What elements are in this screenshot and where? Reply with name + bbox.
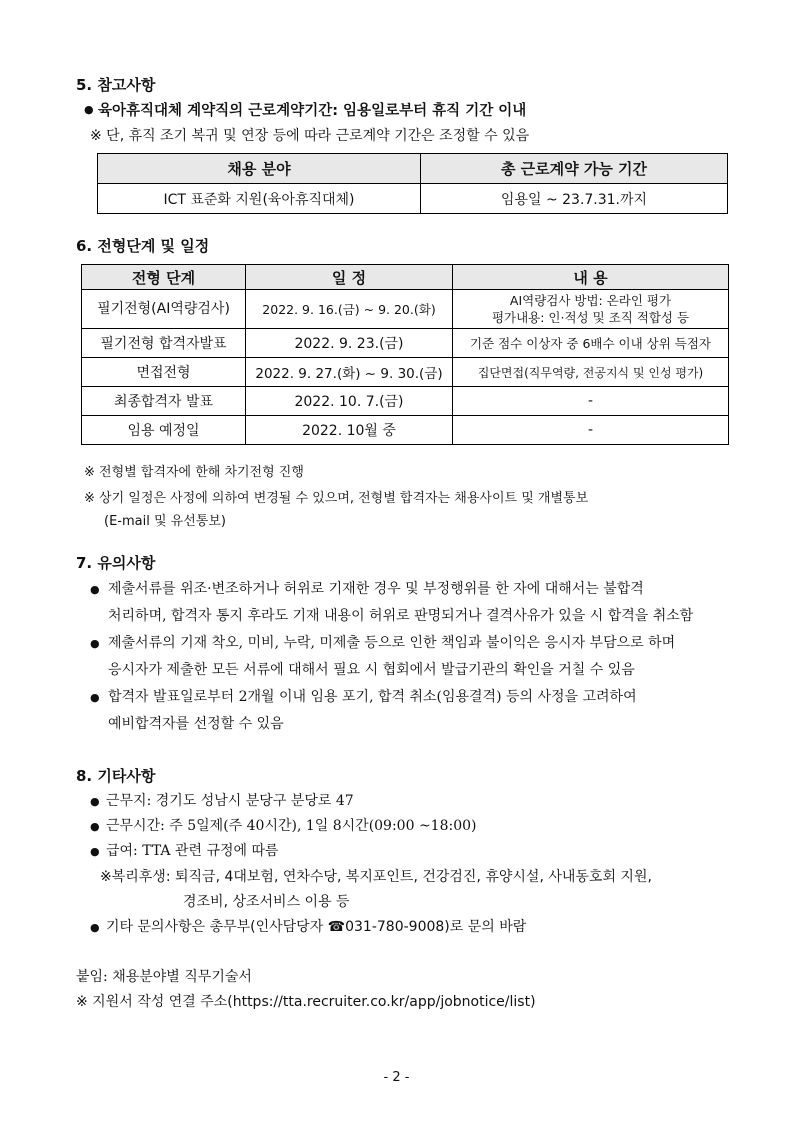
section-7-title: 7. 유의사항 — [76, 554, 156, 572]
section-8-title: 8. 기타사항 — [76, 767, 156, 785]
content-cell — [453, 290, 729, 329]
content-cell: - — [453, 416, 729, 445]
notice-line: 제출서류를 위조·변조하거나 허위로 기재한 경우 및 부정행위를 한 자에 대해서는 불합격 — [108, 581, 644, 597]
welfare-text: ※복리후생: 퇴직금, 4대보험, 연차수당, 복지포인트, 건강검진, 휴양시설, 사내동호회 지원, — [100, 869, 652, 885]
contact-text: 기타 문의사항은 총무부(인사담당자 ☎031-780-9008)로 문의 바람 — [106, 919, 527, 935]
table-row — [82, 329, 729, 358]
stage-cell: 필기전형 합격자발표 — [82, 329, 246, 358]
section-5-title: 5. 참고사항 — [76, 76, 156, 94]
table-header: 전형 단계 — [82, 265, 246, 290]
application-link-text[interactable]: ※ 지원서 작성 연결 주소(https://tta.recruiter.co.kr/app/jobnotice/list) — [76, 994, 536, 1010]
notice-line: 예비합격자를 선정할 수 있음 — [108, 716, 284, 732]
section-6-title: 6. 전형단계 및 일정 — [76, 237, 210, 255]
table-header: 내 용 — [453, 265, 729, 290]
bullet-icon: ● — [90, 583, 100, 596]
contract-note: ※ 단, 휴직 조기 복귀 및 연장 등에 따라 근로계약 기간은 조정할 수 있음 — [90, 128, 530, 144]
bullet-icon: ● — [90, 845, 100, 858]
bullet-icon: ● — [90, 921, 100, 934]
bullet-icon: ● — [90, 820, 100, 833]
stage-cell: 최종합격자 발표 — [82, 387, 246, 416]
table-cell: ICT 표준화 지원(육아휴직대체) — [98, 184, 421, 214]
page-number: - 2 - — [383, 1070, 410, 1085]
notice-line: 합격자 발표일로부터 2개월 이내 임용 포기, 합격 취소(임용결격) 등의 사정을 고려하여 — [108, 689, 637, 705]
notice-line: 처리하며, 합격자 통지 후라도 기재 내용이 허위로 판명되거나 결격사유가 있을 시 합격을 취소함 — [108, 608, 694, 624]
table-row — [82, 290, 729, 329]
table-header: 채용 분야 — [98, 154, 421, 184]
schedule-note: (E-mail 및 유선통보) — [104, 514, 226, 529]
content-cell: 집단면접(직무역량, 전공지식 및 인성 평가) — [453, 358, 729, 387]
welfare-text: 경조비, 상조서비스 이용 등 — [183, 894, 350, 910]
stage-cell: 면접전형 — [82, 358, 246, 387]
work-hours-text: 근무시간: 주 5일제(주 40시간), 1일 8시간(09:00 ~18:00) — [106, 818, 477, 834]
notice-line: 응시자가 제출한 모든 서류에 대해서 필요 시 협회에서 발급기관의 확인을 거칠 수 있음 — [108, 662, 635, 678]
table-row — [98, 184, 728, 214]
table-row — [82, 387, 729, 416]
schedule-table — [81, 264, 729, 445]
date-cell: 2022. 10. 7.(금) — [246, 387, 453, 416]
table-cell: 임용일 ~ 23.7.31.까지 — [421, 184, 728, 214]
content-cell: - — [453, 387, 729, 416]
bullet-icon: ● — [90, 637, 100, 650]
stage-cell: 임용 예정일 — [82, 416, 246, 445]
contract-table — [97, 153, 728, 214]
content-cell: 기준 점수 이상자 중 6배수 이내 상위 득점자 — [453, 329, 729, 358]
table-row — [82, 416, 729, 445]
stage-cell: 필기전형(AI역량검사) — [82, 290, 246, 329]
salary-text: 급여: TTA 관련 규정에 따름 — [106, 843, 279, 859]
date-cell: 2022. 9. 27.(화) ~ 9. 30.(금) — [246, 358, 453, 387]
date-cell: 2022. 9. 23.(금) — [246, 329, 453, 358]
notice-line: 제출서류의 기재 착오, 미비, 누락, 미제출 등으로 인한 책임과 불이익은 응시자 부담으로 하며 — [108, 635, 676, 651]
contract-period-text: 육아휴직대체 계약직의 근로계약기간: 임용일로부터 휴직 기간 이내 — [98, 103, 527, 119]
table-header: 일 정 — [246, 265, 453, 290]
table-row — [82, 358, 729, 387]
content-line: 평가내용: 인·적성 및 조직 적합성 등 — [491, 310, 690, 325]
workplace-text: 근무지: 경기도 성남시 분당구 분당로 47 — [106, 793, 354, 809]
content-line: AI역량검사 방법: 온라인 평가 — [509, 293, 672, 308]
date-cell: 2022. 9. 16.(금) ~ 9. 20.(화) — [246, 290, 453, 329]
schedule-note: ※ 전형별 합격자에 한해 차기전형 진행 — [84, 465, 304, 480]
bullet-icon: ● — [90, 691, 100, 704]
date-cell: 2022. 10월 중 — [246, 416, 453, 445]
schedule-note: ※ 상기 일정은 사정에 의하여 변경될 수 있으며, 전형별 합격자는 채용사이트 및 개별통보 — [84, 491, 589, 506]
attachment-text: 붙임: 채용분야별 직무기술서 — [76, 969, 252, 985]
bullet-icon: ● — [90, 795, 100, 808]
table-header: 총 근로계약 가능 기간 — [421, 154, 728, 184]
bullet-icon: ● — [84, 103, 94, 116]
